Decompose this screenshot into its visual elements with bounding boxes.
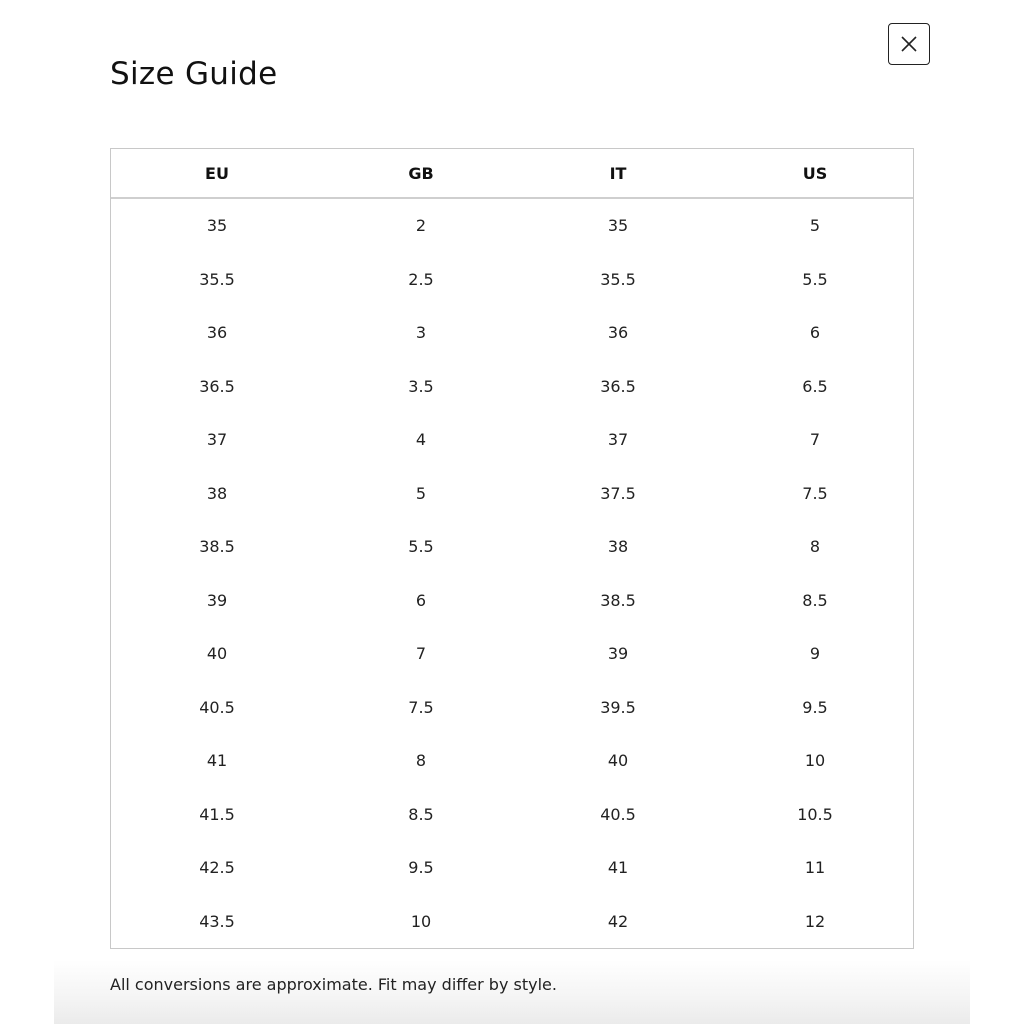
cell-eu: 40 [206,644,228,664]
cell-gb: 5.5 [408,537,434,557]
cell-gb: 10 [410,911,432,931]
cell-us: 10.5 [797,804,833,824]
cell-it: 36.5 [600,376,636,396]
cell-gb: 3 [415,323,427,343]
table-row [111,413,913,467]
cell-gb: 7 [415,644,427,664]
table-row [111,627,913,681]
cell-eu: 41 [206,751,228,771]
cell-us: 5 [809,216,821,236]
table-row [111,895,913,949]
cell-eu: 38.5 [199,537,235,557]
table-row [111,574,913,628]
cell-it: 37.5 [600,483,636,503]
cell-eu: 35.5 [199,269,235,289]
cell-it: 35.5 [600,269,636,289]
disclaimer-text: All conversions are approximate. Fit may differ by style. [110,975,557,994]
cell-eu: 36 [206,323,228,343]
cell-gb: 4 [415,430,427,450]
cell-it: 37 [607,430,629,450]
column-header-gb: GB [323,149,519,199]
size-table [110,148,914,949]
cell-eu: 39 [206,590,228,610]
cell-us: 5.5 [802,269,828,289]
cell-it: 35 [607,216,629,236]
cell-us: 11 [804,858,826,878]
cell-us: 9 [809,644,821,664]
cell-us: 10 [804,751,826,771]
cell-eu: 37 [206,430,228,450]
cell-eu: 40.5 [199,697,235,717]
cell-us: 7.5 [802,483,828,503]
cell-it: 36 [607,323,629,343]
cell-us: 12 [804,911,826,931]
table-row [111,360,913,414]
cell-gb: 3.5 [408,376,434,396]
table-row [111,520,913,574]
table-row [111,788,913,842]
table-row [111,467,913,521]
cell-it: 41 [607,858,629,878]
table-header-row [111,149,913,199]
cell-gb: 7.5 [408,697,434,717]
cell-gb: 2.5 [408,269,434,289]
cell-it: 38 [607,537,629,557]
cell-us: 8 [809,537,821,557]
cell-us: 6 [809,323,821,343]
cell-gb: 2 [415,216,427,236]
column-header-it: IT [519,149,717,199]
cell-us: 9.5 [802,697,828,717]
table-row [111,841,913,895]
cell-eu: 38 [206,483,228,503]
cell-gb: 5 [415,483,427,503]
cell-eu: 36.5 [199,376,235,396]
cell-us: 8.5 [802,590,828,610]
page-title: Size Guide [110,56,278,92]
cell-gb: 8 [415,751,427,771]
cell-eu: 35 [206,216,228,236]
cell-it: 40 [607,751,629,771]
cell-us: 7 [809,430,821,450]
cell-it: 38.5 [600,590,636,610]
close-icon [900,35,918,53]
table-row [111,681,913,735]
column-header-us: US [717,149,913,199]
table-row [111,306,913,360]
cell-gb: 8.5 [408,804,434,824]
column-header-eu: EU [111,149,323,199]
cell-it: 40.5 [600,804,636,824]
cell-eu: 43.5 [199,911,235,931]
cell-it: 42 [607,911,629,931]
table-row [111,253,913,307]
cell-eu: 41.5 [199,804,235,824]
cell-it: 39.5 [600,697,636,717]
table-row [111,199,913,253]
cell-it: 39 [607,644,629,664]
table-row [111,734,913,788]
cell-us: 6.5 [802,376,828,396]
cell-eu: 42.5 [199,858,235,878]
cell-gb: 9.5 [408,858,434,878]
cell-gb: 6 [415,590,427,610]
close-button[interactable] [888,23,930,65]
